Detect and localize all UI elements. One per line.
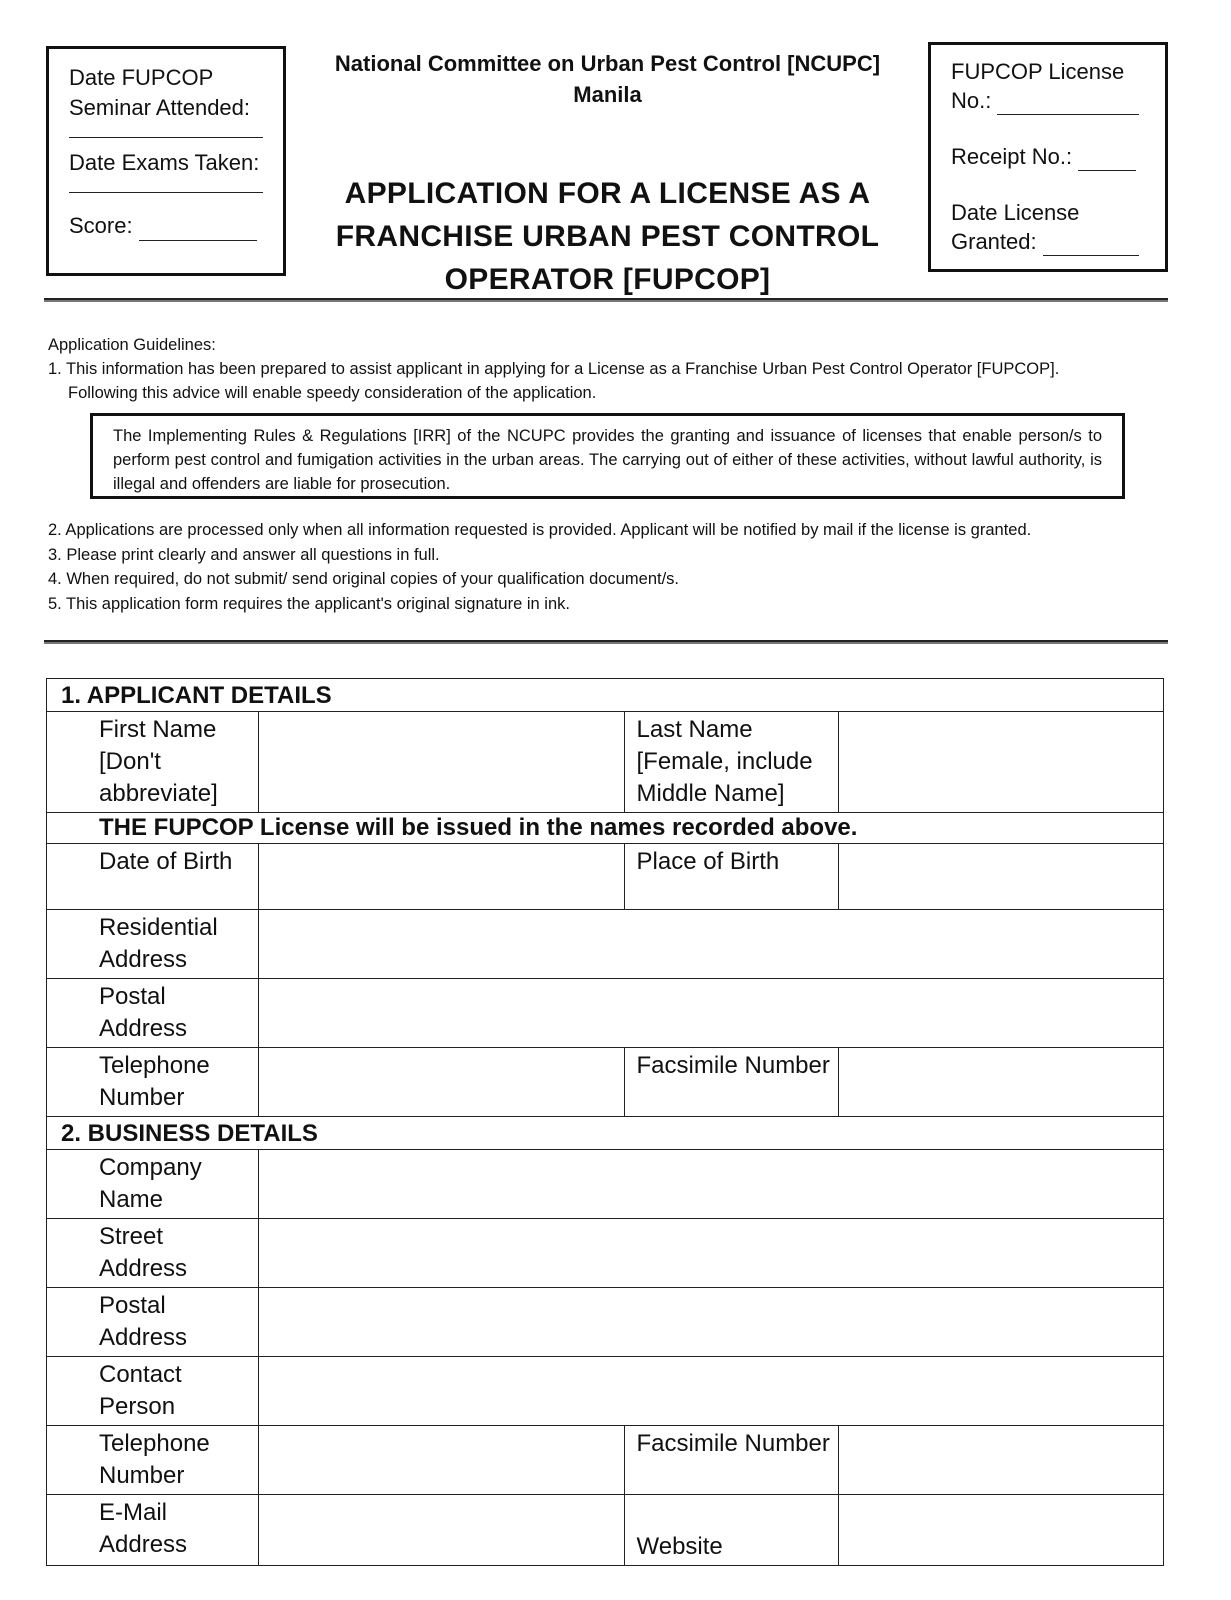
section-business-details: 2. BUSINESS DETAILS [47, 1117, 1164, 1150]
company-name-label: Company Name [47, 1150, 259, 1219]
postal-address-field[interactable] [258, 979, 1163, 1048]
application-form-table [46, 678, 1164, 1566]
score-label: Score: [69, 213, 133, 238]
title-line-2: FRANCHISE URBAN PEST CONTROL [335, 220, 880, 253]
guideline-item-1: 1. This information has been prepared to assist applicant in applying for a License as a Franchise Urban Pest Control Operator [FUPCOP]. [48, 360, 1060, 378]
first-name-field[interactable] [258, 712, 624, 813]
fax-label: Facsimile Number [624, 1048, 839, 1117]
guideline-item-5: 5. This application form requires the applicant's original signature in ink. [48, 594, 570, 613]
first-name-label: First Name [Don't abbreviate] [47, 712, 259, 813]
office-use-right-box [928, 42, 1168, 272]
email-field[interactable] [258, 1495, 624, 1566]
receipt-no-field[interactable] [1078, 150, 1136, 171]
divider [44, 298, 1168, 302]
street-address-field[interactable] [258, 1219, 1163, 1288]
guideline-item-3: 3. Please print clearly and answer all questions in full. [48, 545, 440, 564]
title-line-1: APPLICATION FOR A LICENSE AS A [344, 177, 871, 210]
telephone-field[interactable] [258, 1048, 624, 1117]
date-granted-label-2: Granted: [951, 229, 1037, 254]
website-label-cell [624, 1495, 839, 1566]
website-label: Website [636, 1533, 723, 1560]
pob-label: Place of Birth [624, 844, 839, 910]
business-telephone-label: Telephone Number [47, 1426, 259, 1495]
application-guidelines [48, 333, 1173, 405]
exam-date-label: Date Exams Taken: [69, 150, 260, 175]
page-title [300, 172, 915, 301]
receipt-no-label: Receipt No.: [951, 144, 1073, 169]
exam-date-field[interactable] [69, 178, 263, 193]
business-fax-field[interactable] [839, 1426, 1164, 1495]
last-name-label: Last Name [Female, include Middle Name] [624, 712, 839, 813]
section-applicant-details: 1. APPLICANT DETAILS [47, 679, 1164, 712]
residential-address-label: Residential Address [47, 910, 259, 979]
irr-notice-text: The Implementing Rules & Regulations [IRR] of the NCUPC provides the granting and issuance of licenses that enable person/s to perform pest control and fumigation activities in the urban areas. The carrying out of either of these activities, without lawful authority, is illegal and offenders are liable for prosecution. [113, 427, 1102, 493]
office-use-left-box [46, 46, 286, 276]
contact-person-field[interactable] [258, 1357, 1163, 1426]
business-fax-label: Facsimile Number [624, 1426, 839, 1495]
telephone-label: Telephone Number [47, 1048, 259, 1117]
last-name-field[interactable] [839, 712, 1164, 813]
business-postal-address-label: Postal Address [47, 1288, 259, 1357]
business-postal-address-field[interactable] [258, 1288, 1163, 1357]
residential-address-field[interactable] [258, 910, 1163, 979]
guideline-item-1-cont: Following this advice will enable speedy consideration of the application. [68, 384, 597, 402]
dob-label: Date of Birth [47, 844, 259, 910]
license-no-label: FUPCOP License [951, 59, 1125, 84]
fax-field[interactable] [839, 1048, 1164, 1117]
title-line-3: OPERATOR [FUPCOP] [444, 263, 771, 296]
org-city: Manila [573, 82, 642, 107]
business-telephone-field[interactable] [258, 1426, 624, 1495]
company-name-field[interactable] [258, 1150, 1163, 1219]
guidelines-heading: Application Guidelines: [48, 336, 216, 354]
org-name: National Committee on Urban Pest Control [NCUPC] [334, 51, 881, 76]
guideline-item-2: 2. Applications are processed only when all information requested is provided. Applicant will be notified by mail if the license is granted. [48, 521, 1032, 539]
seminar-date-field[interactable] [69, 123, 263, 138]
contact-person-label: Contact Person [47, 1357, 259, 1426]
divider [44, 640, 1168, 644]
license-no-label-2: No.: [951, 88, 992, 113]
postal-address-label: Postal Address [47, 979, 259, 1048]
organization-header [300, 48, 915, 110]
score-field[interactable] [139, 220, 257, 241]
website-field[interactable] [839, 1495, 1164, 1566]
license-name-notice: THE FUPCOP License will be issued in the names recorded above. [47, 813, 1164, 844]
date-granted-field[interactable] [1043, 235, 1139, 256]
email-label: E-Mail Address [47, 1495, 259, 1566]
dob-field[interactable] [258, 844, 624, 910]
guideline-notes [48, 518, 1173, 616]
irr-notice-box [90, 413, 1125, 499]
license-no-field[interactable] [997, 94, 1139, 115]
date-granted-label: Date License [951, 200, 1080, 225]
street-address-label: Street Address [47, 1219, 259, 1288]
seminar-date-label: Date FUPCOP Seminar Attended: [69, 65, 251, 120]
pob-field[interactable] [839, 844, 1164, 910]
guideline-item-4: 4. When required, do not submit/ send original copies of your qualification document/s. [48, 570, 680, 588]
